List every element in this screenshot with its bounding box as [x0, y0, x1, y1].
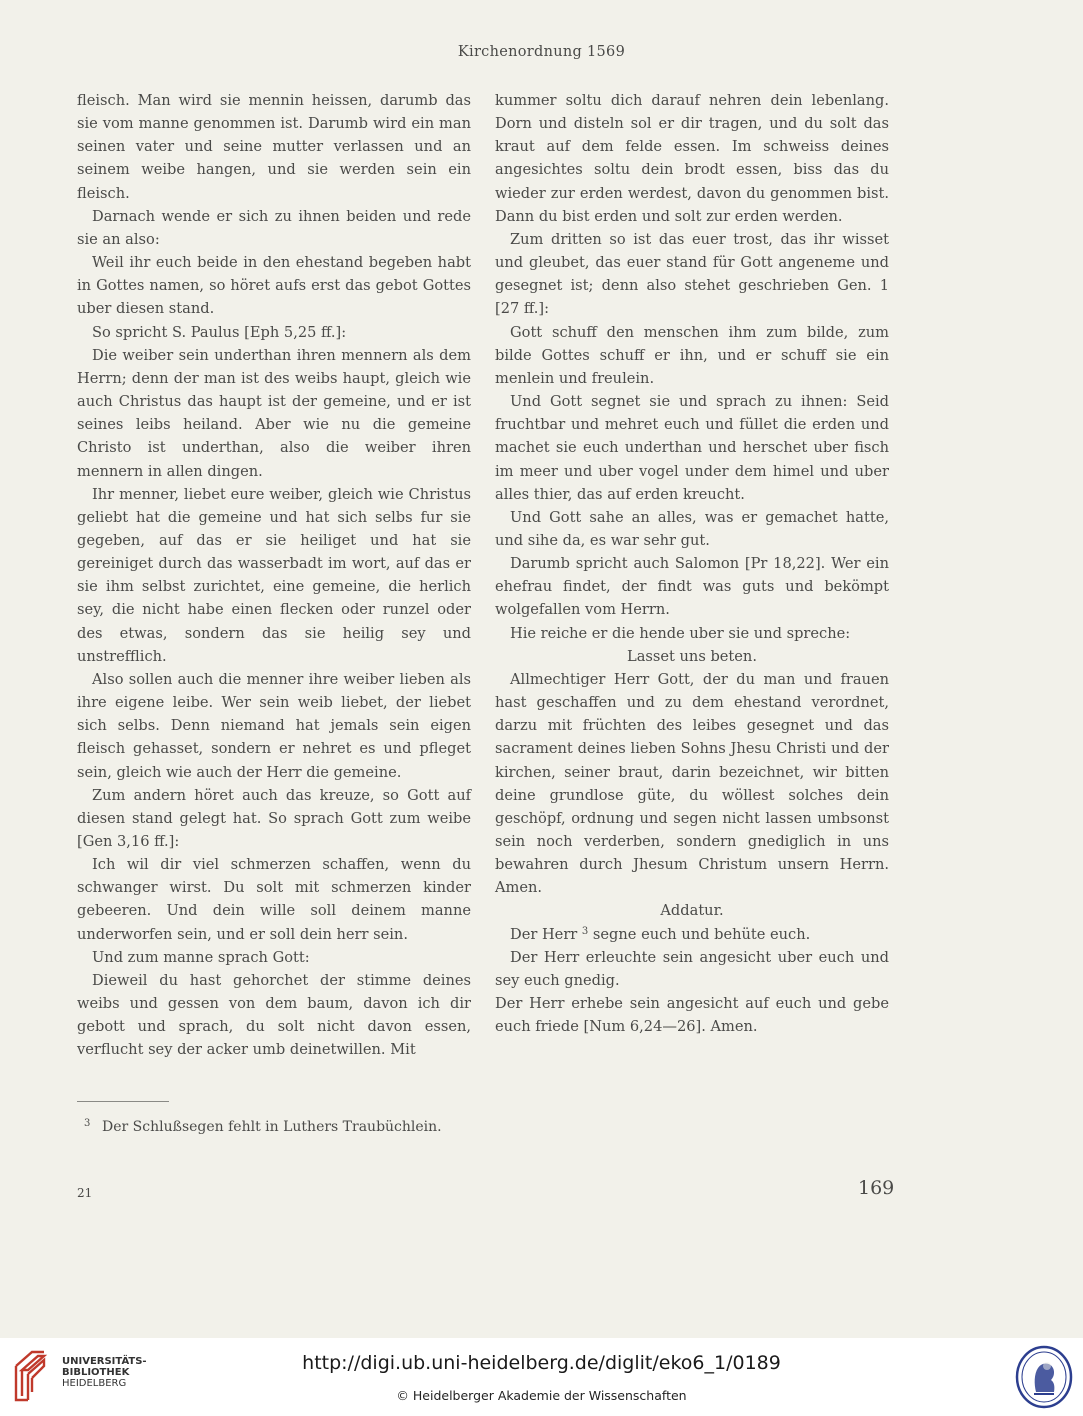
paragraph: Zum andern höret auch das kreuze, so Gott auf diesen stand gelegt hat. So sprach Gott zum weibe [Gen 3,16 ff.]: [77, 786, 471, 850]
copyright-notice: © Heidelberger Akademie der Wissenschaften [396, 1388, 687, 1403]
paragraph: Zum dritten so ist das euer trost, das ihr wisset und gleubet, das euer stand für Gott angeneme und gesegnet ist; denn also stehet geschrieben Gen. 1 [27 ff.]: [495, 230, 889, 318]
permalink-url[interactable]: http://digi.ub.uni-heidelberg.de/diglit/eko6_1/0189 [302, 1352, 781, 1374]
paragraph: Ich wil dir viel schmerzen schaffen, wenn du schwanger wirst. Du solt mit schmerzen kinder gebeeren. Und dein wille soll deinem manne underworfen sein, und er soll dein herr sein. [77, 856, 471, 943]
paragraph: Also sollen auch die menner ihre weiber lieben als ihre eigene leibe. Wer sein weib liebet, der liebet sich selbs. Denn niemand hat jemals sein eigen fleisch gehasset, sondern er nehret es und pfleget sein, gleich wie auch der Herr die gemeine. [77, 670, 471, 781]
blessing-line-2: Der Herr erleuchte sein angesicht uber euch und sey euch gnedig. [495, 948, 889, 989]
paragraph: Darumb spricht auch Salomon [Pr 18,22]. Wer ein ehefrau findet, der findt was guts und bekömpt wolgefallen vom Herrn. [495, 555, 889, 619]
paragraph: Addatur. [660, 902, 724, 920]
paragraph: Und zum manne sprach Gott: [92, 948, 310, 966]
footnote-rule [77, 1101, 169, 1102]
paragraph: Allmechtiger Herr Gott, der du man und frauen hast geschaffen und zu dem ehestand verordnet, darzu mit früchten des leibes gesegnet und das sacrament deines lieben Sohns Jhesu Christi und der kirchen, seiner braut, darin bezeichnet, wir bitten deine grundlose güte, du wöllest solches dein geschöpf, ordnung und segen nicht lassen umbsonst sein noch verderben, sondern gnediglich in uns bewahren durch Jhesum Christum unsern Herrn. Amen. [495, 670, 889, 897]
page-number: 169 [858, 1177, 895, 1199]
left-column [77, 89, 471, 1062]
footer-bar [0, 1338, 1083, 1416]
paragraph: Lasset uns beten. [627, 647, 757, 665]
paragraph: fleisch. Man wird sie mennin heissen, darumb das sie vom manne genommen ist. Darumb wird ein man seinen vater und seine mutter verlassen und an seinem weibe hangen, und sie werden sein ein fleisch. [77, 92, 471, 202]
library-name-line-1: UNIVERSITÄTS- [62, 1356, 147, 1367]
blessing-line-1-start: Der Herr [510, 925, 578, 943]
paragraph: Weil ihr euch beide in den ehestand begeben habt in Gottes namen, so höret aufs erst das gebot Gottes uber diesen stand. [77, 254, 471, 318]
paragraph: Hie reiche er die hende uber sie und spreche: [510, 624, 851, 642]
paragraph: kummer soltu dich darauf nehren dein lebenlang. Dorn und disteln sol er dir tragen, und du solt das kraut auf dem felde essen. Im schweiss deines angesichtes soltu dein brodt essen, biss das du wieder zur erden werdest, davon du genommen bist. Dann du bist erden und solt zur erden werden. [495, 92, 889, 225]
library-name-line-3: HEIDELBERG [62, 1378, 127, 1389]
footnote-reference: 3 [581, 925, 589, 937]
paragraph: Und Gott sahe an alles, was er gemachet hatte, und sihe da, es war sehr gut. [495, 508, 889, 549]
blessing-line-3: Der Herr erhebe sein angesicht auf euch und gebe euch friede [Num 6,24—26]. Amen. [495, 995, 889, 1036]
paragraph: Ihr menner, liebet eure weiber, gleich wie Christus geliebt hat die gemeine und hat sich selbs fur sie gegeben, auf das er sie heiliget und hat sie gereiniget durch das wasserbadt im wort, auf das er sie ihm selbst zurichtet, eine gemeine, die herlich sey, die nicht habe einen flecken oder runzel oder des etwas, sondern das sie heilig sey und unstrefflich. [77, 485, 471, 665]
footnote: 3 Der Schlußsegen fehlt in Luthers Traubüchlein. [84, 1118, 442, 1135]
footnote-text: Der Schlußsegen fehlt in Luthers Traubüchlein. [102, 1119, 442, 1135]
running-head: Kirchenordnung 1569 [457, 44, 626, 60]
library-name-line-2: BIBLIOTHEK [62, 1367, 130, 1378]
paragraph: Dieweil du hast gehorchet der stimme deines weibs und gessen von dem baum, davon ich dir gebott und sprach, du solt nicht davon essen, verflucht sey der acker umb deinetwillen. Mit [77, 971, 471, 1059]
blessing-line-1-end: segne euch und behüte euch. [588, 925, 811, 943]
signature-mark: 21 [77, 1186, 93, 1200]
right-column-body [495, 89, 889, 923]
right-column [495, 89, 889, 1038]
paragraph: Gott schuff den menschen ihm zum bilde, zum bilde Gottes schuff er ihn, und er schuff sie ein menlein und freulein. [495, 323, 889, 387]
paragraph: So spricht S. Paulus [Eph 5,25 ff.]: [92, 323, 347, 341]
academy-seal-icon[interactable] [1014, 1344, 1074, 1410]
paragraph: Die weiber sein underthan ihren mennern als dem Herrn; denn der man ist des weibs haupt, gleich wie auch Christus das haupt ist der gemeine, und er ist seines leibs heiland. Aber wie nu die gemeine Christo ist underthan, also die weiber ihren mennern in allen dingen. [77, 346, 471, 480]
paragraph: Darnach wende er sich zu ihnen beiden und rede sie an also: [77, 207, 471, 248]
blessing-line-1 [495, 923, 889, 946]
paragraph: Und Gott segnet sie und sprach zu ihnen: Seid fruchtbar und mehret euch und füllet die erden und machet sie euch underthan und herschet uber fisch im meer und uber vogel under dem himel und uber alles thier, das auf erden kreucht. [495, 393, 889, 503]
